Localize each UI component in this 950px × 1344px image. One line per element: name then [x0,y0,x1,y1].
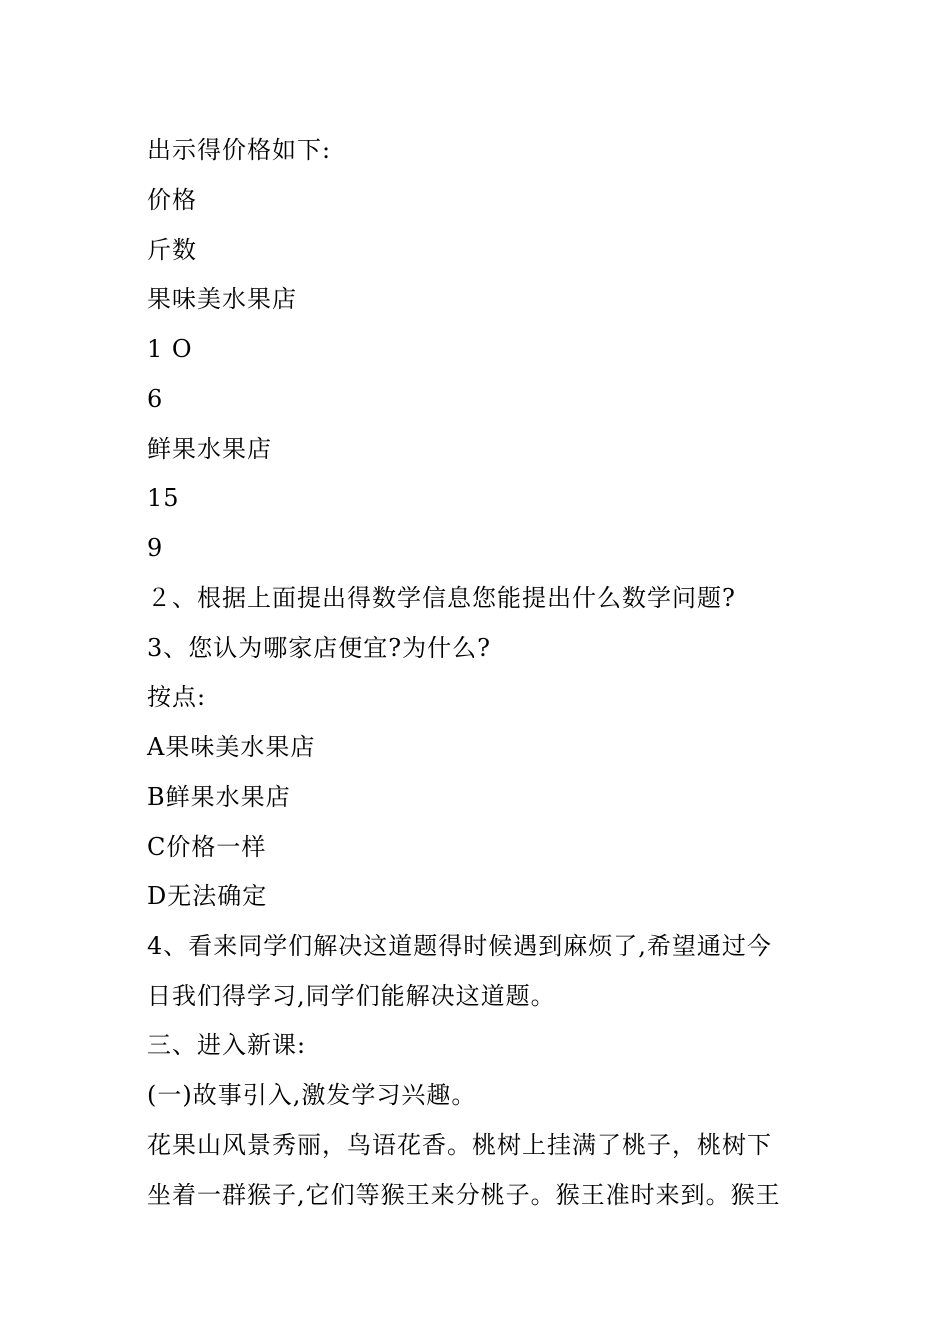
text-line-subsection-heading: (一)故事引入,激发学习兴趣。 [147,1081,477,1109]
text-line-section-3-heading: 三、进入新课: [147,1031,307,1059]
text-line-story-part-2: 坐着一群猴子,它们等猴王来分桃子。猴王准时来到。猴王 [147,1181,781,1209]
text-line-option-b: B鲜果水果店 [147,783,291,811]
text-line-question-3: 3、您认为哪家店便宜?为什么? [147,634,492,662]
text-line-store-a-price: 1 O [147,335,193,363]
text-line-point-4-part-1: 4、看来同学们解决这道题得时候遇到麻烦了,希望通过今 [147,932,772,960]
text-line-story-part-1: 花果山风景秀丽，鸟语花香。桃树上挂满了桃子，桃树下 [147,1131,772,1159]
text-line-press-prompt: 按点: [147,683,207,711]
text-line-point-4-part-2: 日我们得学习,同学们能解决这道题。 [147,982,556,1010]
text-line-weight-label: 斤数 [147,236,197,264]
text-line-price-intro: 出示得价格如下: [147,136,332,164]
text-line-option-c: C价格一样 [147,833,267,861]
text-line-store-a-weight: 6 [147,385,164,413]
text-line-store-b-price: 15 [147,484,180,512]
text-line-store-b: 鲜果水果店 [147,435,272,463]
text-line-store-b-weight: 9 [147,534,164,562]
text-line-option-a: A果味美水果店 [147,733,316,761]
text-line-option-d: D无法确定 [147,882,268,910]
text-line-store-a: 果味美水果店 [147,285,297,313]
text-line-price-label: 价格 [147,186,197,214]
text-line-question-2: ２、根据上面提出得数学信息您能提出什么数学问题? [147,584,736,612]
